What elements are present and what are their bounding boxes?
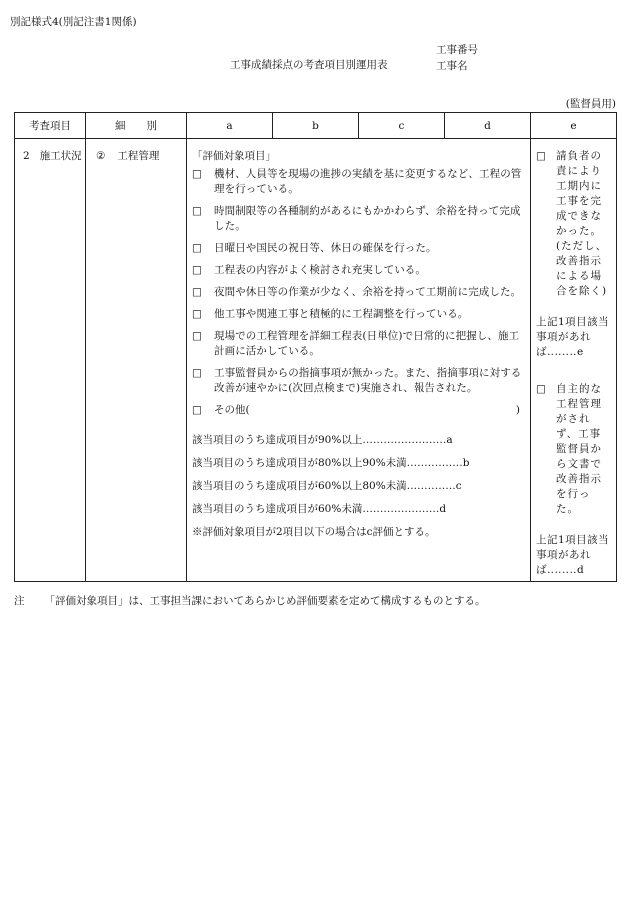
e-cell bbox=[531, 139, 617, 582]
footnote bbox=[14, 593, 486, 608]
checkbox-icon: □ bbox=[192, 367, 203, 379]
grade-note: ※評価対象項目が2項目以下の場合はc評価とする。 bbox=[192, 526, 436, 538]
koji-bango-label: 工事番号 bbox=[436, 44, 478, 56]
e-check-item bbox=[536, 382, 612, 517]
checkbox-icon: □ bbox=[192, 205, 203, 217]
check-item bbox=[192, 204, 526, 234]
evaluation-table bbox=[14, 112, 617, 582]
e-summary: 上記1項目該当事項があれば‥‥‥‥e bbox=[536, 316, 610, 358]
check-item bbox=[192, 241, 526, 256]
checkbox-icon: □ bbox=[192, 286, 203, 298]
table-row bbox=[15, 139, 617, 582]
check-item bbox=[192, 307, 526, 322]
item-name: 施工状況 bbox=[39, 150, 82, 162]
check-text: 夜間や休日等の作業が少なく、余裕を持って工期前に完成した。 bbox=[214, 286, 522, 298]
checkbox-icon: □ bbox=[192, 308, 203, 320]
sonota-close: ) bbox=[515, 404, 520, 416]
header-b: b bbox=[273, 113, 359, 139]
footnote-label: 注 bbox=[14, 595, 25, 607]
check-text: 現場での工程管理を詳細工程表(日単位)で日常的に把握し、施工計画に活かしている。 bbox=[214, 330, 520, 357]
saibetsu-cell bbox=[86, 139, 187, 582]
sub-name: 工程管理 bbox=[117, 150, 160, 162]
checkbox-icon: □ bbox=[192, 242, 203, 254]
check-text: 他工事や関連工事と積極的に工程調整を行っている。 bbox=[214, 308, 469, 320]
header-d: d bbox=[445, 113, 531, 139]
evaluation-cell bbox=[187, 139, 531, 582]
header-c: c bbox=[359, 113, 445, 139]
check-text: 日曜日や国民の祝日等、休日の確保を行った。 bbox=[214, 242, 437, 254]
check-item bbox=[192, 329, 526, 359]
kosa-komoku-cell bbox=[15, 139, 86, 582]
eval-heading: 「評価対象項目」 bbox=[192, 150, 276, 162]
header-e: e bbox=[531, 113, 617, 139]
grade-line-a: 該当項目のうち達成項目が90%以上‥‥‥‥‥‥‥‥‥‥‥‥a bbox=[192, 434, 453, 446]
checkbox-icon: □ bbox=[192, 330, 203, 342]
check-item bbox=[192, 285, 526, 300]
check-item bbox=[192, 366, 526, 396]
grade-line-d: 該当項目のうち達成項目が60%未満‥‥‥‥‥‥‥‥‥‥‥d bbox=[192, 503, 447, 515]
e-check-item bbox=[536, 149, 612, 299]
check-text: 工程表の内容がよく検討され充実している。 bbox=[214, 264, 426, 276]
item-number: 2 bbox=[23, 150, 30, 162]
check-item bbox=[192, 263, 526, 278]
sonota-label: その他( bbox=[214, 404, 250, 416]
koji-mei-label: 工事名 bbox=[436, 60, 468, 72]
grade-line-b: 該当項目のうち達成項目が80%以上90%未満‥‥‥‥‥‥‥‥b bbox=[192, 457, 470, 469]
checkbox-icon: □ bbox=[192, 404, 202, 416]
user-note: (監督員用) bbox=[565, 98, 616, 110]
header-kosa-komoku: 考査項目 bbox=[15, 113, 86, 139]
footnote-text: 「評価対象項目」は、工事担当課においてあらかじめ評価要素を定めて構成するものとする。 bbox=[44, 595, 486, 607]
document-title: 工事成績採点の考査項目別運用表 bbox=[230, 59, 388, 71]
check-text: 工事監督員からの指摘事項が無かった。また、指摘事項に対する改善が速やかに(次回点検まで)実施され、報告された。 bbox=[214, 367, 522, 394]
checkbox-icon: □ bbox=[536, 383, 546, 395]
table-header-row bbox=[15, 113, 617, 139]
e-check-text: 請負者の責により工期内に工事を完成できなかった。(ただし、改善指示による場合を除く) bbox=[556, 150, 608, 297]
checkbox-icon: □ bbox=[192, 264, 203, 276]
sonota-item bbox=[192, 403, 526, 418]
d-summary: 上記1項目該当事項があれば‥‥‥‥d bbox=[536, 534, 610, 576]
check-text: 時間制限等の各種制約があるにもかかわらず、余裕を持って完成した。 bbox=[214, 205, 521, 232]
header-a: a bbox=[187, 113, 273, 139]
sub-number: ② bbox=[96, 150, 106, 162]
check-text: 機材、人員等を現場の進捗の実績を基に変更するなど、工程の管理を行っている。 bbox=[214, 168, 522, 195]
grade-line-c: 該当項目のうち達成項目が60%以上80%未満‥‥‥‥‥‥‥c bbox=[192, 480, 462, 492]
check-item bbox=[192, 167, 526, 197]
e-check-text: 自主的な工程管理がされず、工事監督員から文書で改善指示を行った。 bbox=[556, 383, 602, 515]
checkbox-icon: □ bbox=[192, 168, 203, 180]
header-saibetsu: 細 別 bbox=[86, 113, 187, 139]
checkbox-icon: □ bbox=[536, 150, 546, 162]
form-label: 別記様式4(別記注書1関係) bbox=[10, 16, 137, 28]
